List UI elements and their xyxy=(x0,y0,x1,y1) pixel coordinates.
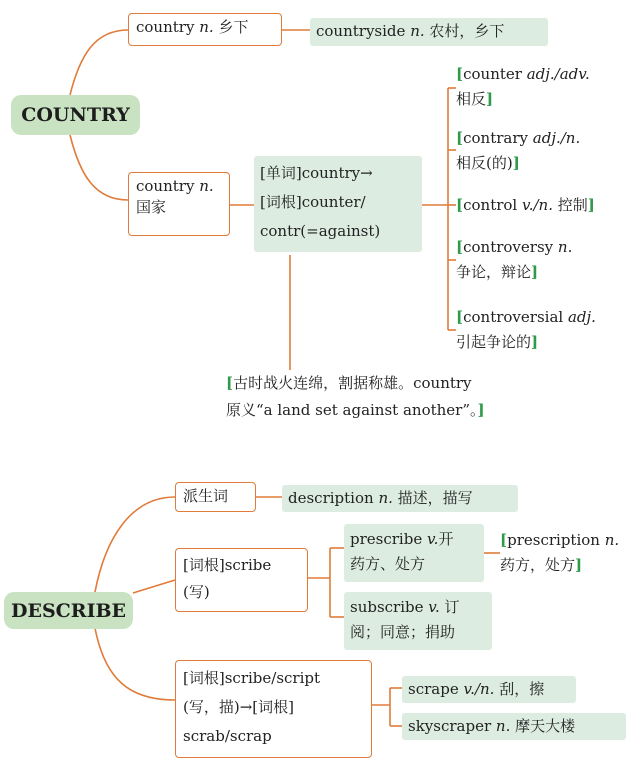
prescription-node xyxy=(500,528,640,578)
derived-contrary xyxy=(456,126,636,176)
derivative-node: 派生词 xyxy=(175,482,256,512)
derived-counter xyxy=(456,62,636,112)
bracket-open: [ xyxy=(456,65,464,83)
pos: adj./n. xyxy=(532,129,581,147)
bracket-open: [ xyxy=(456,196,464,214)
cn: 阅；同意；捐助 xyxy=(350,623,456,641)
meaning: (写) xyxy=(183,583,210,601)
derived-control xyxy=(456,193,636,218)
cn: 刮，擦 xyxy=(499,680,545,698)
cn: 摩天大楼 xyxy=(515,717,576,735)
country-meaning-countryside-node xyxy=(128,13,282,46)
tag: [词根] xyxy=(183,556,225,574)
country-root-node: COUNTRY xyxy=(11,95,140,135)
cn: 农村，乡下 xyxy=(429,22,505,40)
text: counter/ xyxy=(301,193,366,211)
skyscraper-node xyxy=(402,713,626,740)
country-meaning-nation-node xyxy=(128,172,230,236)
cn: 药方，处方 xyxy=(500,556,576,574)
word: subscribe xyxy=(350,598,424,616)
bracket-close: ] xyxy=(575,556,583,574)
pos: adj./adv. xyxy=(526,65,590,83)
pos: v. xyxy=(428,598,440,616)
tag: [词根] xyxy=(260,193,302,211)
meaning: (写，描)→ xyxy=(183,698,253,716)
pos: n. xyxy=(557,238,573,256)
pos: n. xyxy=(199,18,214,36)
origin-note xyxy=(226,370,606,424)
cn: 相反 xyxy=(456,90,487,108)
bracket-close: ] xyxy=(531,333,539,351)
bracket-close: ] xyxy=(477,401,485,419)
word: country xyxy=(136,18,195,36)
word: country xyxy=(136,177,195,195)
tag: [单词] xyxy=(260,164,302,182)
pos: n. xyxy=(378,489,393,507)
bracket-close: ] xyxy=(587,196,595,214)
countryside-node xyxy=(310,18,548,46)
word: prescribe xyxy=(350,530,423,548)
text: country→ xyxy=(301,164,373,182)
bracket-close: ] xyxy=(512,154,520,172)
pos: v./n. xyxy=(522,196,553,214)
cn: 引起争论的 xyxy=(456,333,532,351)
word: countryside xyxy=(316,22,406,40)
pos: n. xyxy=(410,22,425,40)
word: control xyxy=(463,196,518,214)
bracket-close: ] xyxy=(531,263,539,281)
bracket-open: [ xyxy=(456,308,464,326)
cn: 国家 xyxy=(136,198,167,216)
text: scribe xyxy=(224,556,272,574)
pos: v./n. xyxy=(463,680,495,698)
word: counter xyxy=(463,65,522,83)
description-node xyxy=(282,485,518,512)
bracket-open: [ xyxy=(456,238,464,256)
bracket-open: [ xyxy=(500,531,508,549)
bracket-close: ] xyxy=(486,90,494,108)
word: skyscraper xyxy=(408,717,492,735)
derived-controversy xyxy=(456,235,636,285)
root-scribe-node xyxy=(175,548,308,612)
pos: n. xyxy=(199,177,214,195)
note-line-2: 原义“a land set against another”。 xyxy=(226,401,478,419)
describe-root-node: DESCRIBE xyxy=(4,592,133,629)
cn: 描述，描写 xyxy=(397,489,473,507)
bracket-open: [ xyxy=(226,374,234,392)
cn: 开 xyxy=(438,530,454,548)
word: controversial xyxy=(463,308,564,326)
subscribe-node xyxy=(344,592,492,650)
word: description xyxy=(288,489,374,507)
cn: 争论，辩论 xyxy=(456,263,532,281)
pos: v. xyxy=(426,530,439,548)
word: contrary xyxy=(463,129,528,147)
pos: n. xyxy=(495,717,511,735)
scrape-node xyxy=(402,676,576,703)
prescribe-node xyxy=(344,524,484,582)
tag: [词根] xyxy=(183,669,225,687)
root-scribe-script-node xyxy=(175,660,372,758)
text: contr(=against) xyxy=(260,222,381,240)
word: scrape xyxy=(408,680,459,698)
text: scribe/script xyxy=(224,669,321,687)
cn: 控制 xyxy=(557,196,588,214)
etymology-node xyxy=(254,156,422,252)
cn: 药方、处方 xyxy=(350,555,426,573)
cn: 乡下 xyxy=(218,18,249,36)
bracket-open: [ xyxy=(456,129,464,147)
derived-controversial xyxy=(456,305,636,355)
pos: n. xyxy=(604,531,620,549)
word: prescription xyxy=(507,531,600,549)
tag: [词根] xyxy=(252,698,294,716)
pos: adj. xyxy=(567,308,596,326)
word: controversy xyxy=(463,238,554,256)
cn: 订 xyxy=(444,598,460,616)
cn: 相反(的) xyxy=(456,154,513,172)
note-line-1: 古时战火连绵，割据称雄。country xyxy=(233,374,472,392)
text: scrab/scrap xyxy=(183,727,272,745)
